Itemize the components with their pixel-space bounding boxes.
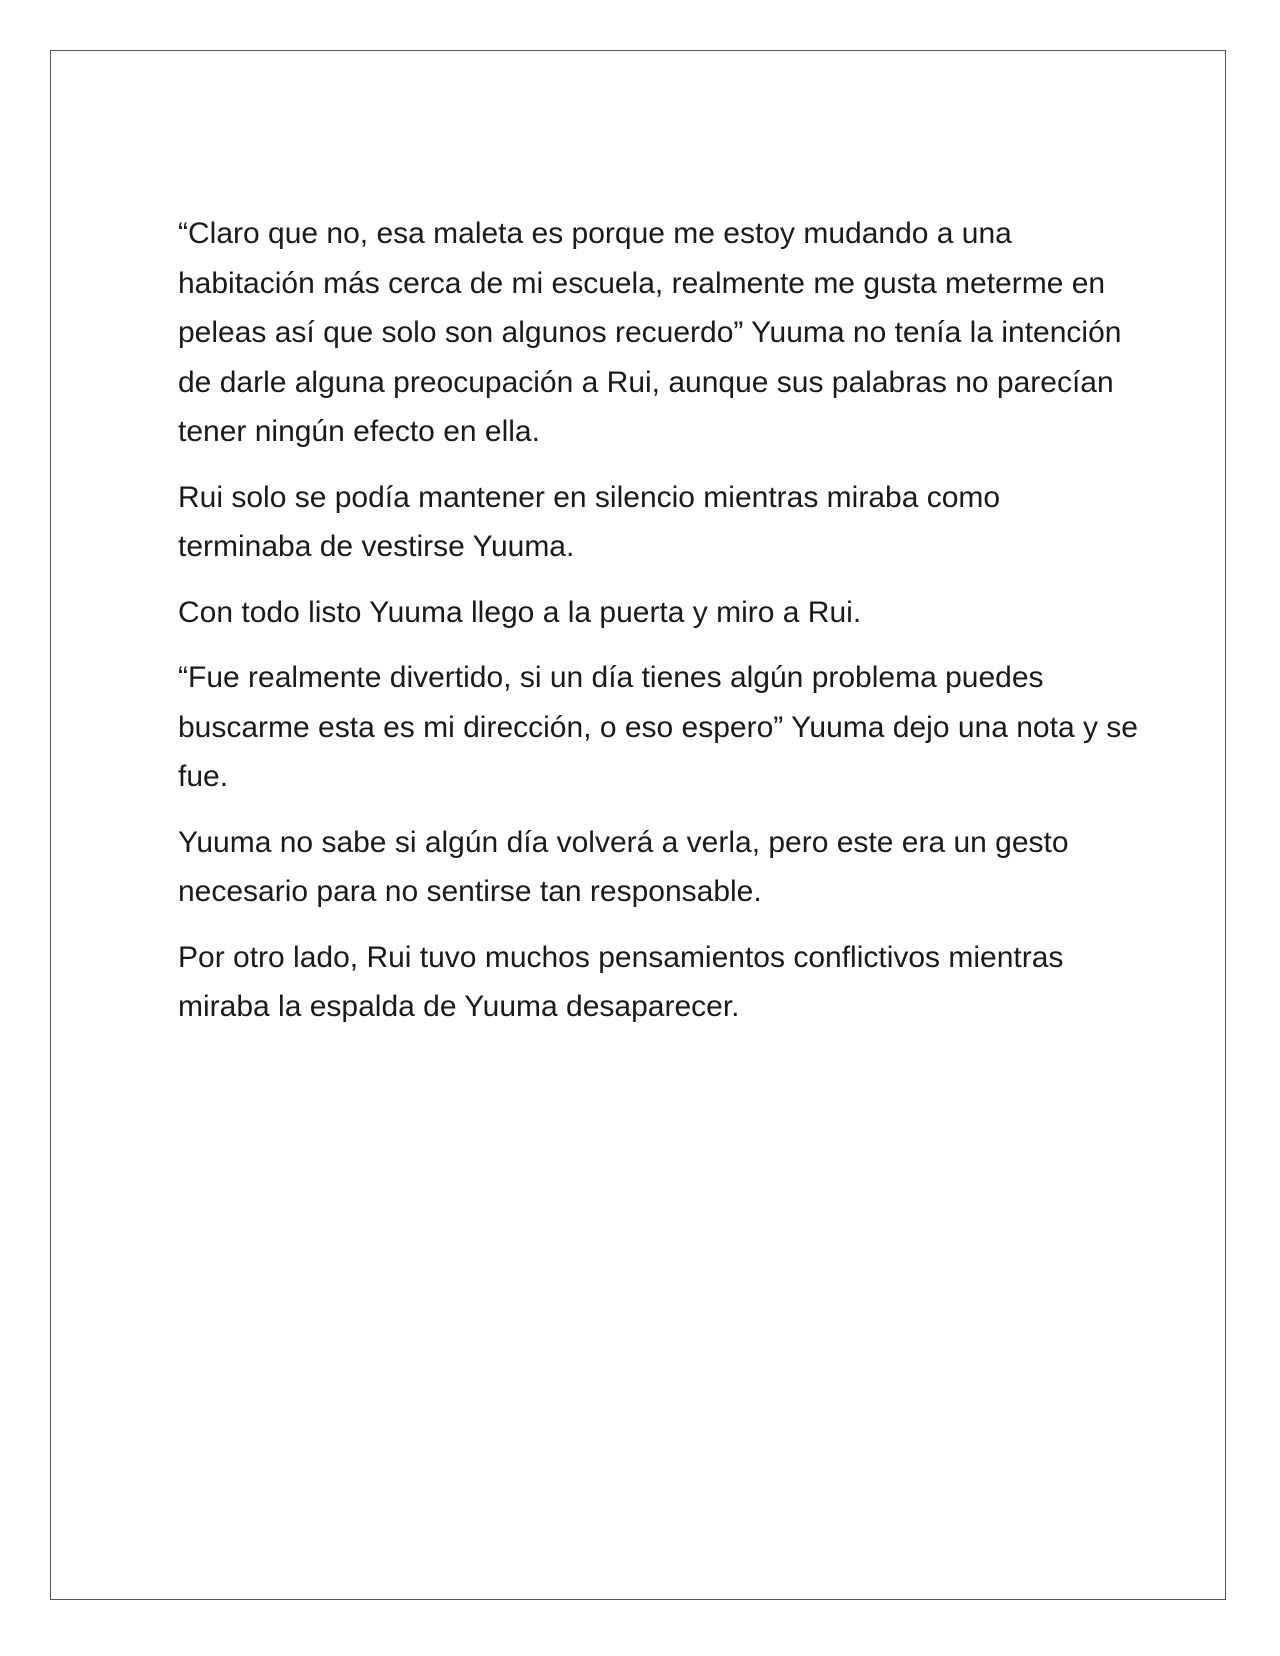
paragraph-3: Con todo listo Yuuma llego a la puerta y miro a Rui. (178, 595, 862, 629)
paragraph-5: Yuuma no sabe si algún día volverá a verla, pero este era un gesto necesario para no sentirse tan responsable. (178, 825, 1069, 908)
paragraph-1: “Claro que no, esa maleta es porque me estoy mudando a una habitación más cerca de mi escuela, realmente me gusta meterme en peleas así que solo son algunos recuerdo” Yuuma no tenía la intención de darle alguna preocupación a Rui, aunque sus palabras no parecían tener ningún efecto en ella. (178, 217, 1122, 448)
paragraph-4: “Fue realmente divertido, si un día tienes algún problema puedes buscarme esta es mi dirección, o eso espero” Yuuma dejo una nota y se fue. (178, 661, 1138, 793)
paragraph-6: Por otro lado, Rui tuvo muchos pensamientos conflictivos mientras miraba la espalda de Yuuma desaparecer. (178, 940, 1064, 1023)
document-body (178, 209, 1138, 1048)
document-page (50, 50, 1226, 1600)
paragraph-2: Rui solo se podía mantener en silencio mientras miraba como terminaba de vestirse Yuuma. (178, 480, 1001, 563)
